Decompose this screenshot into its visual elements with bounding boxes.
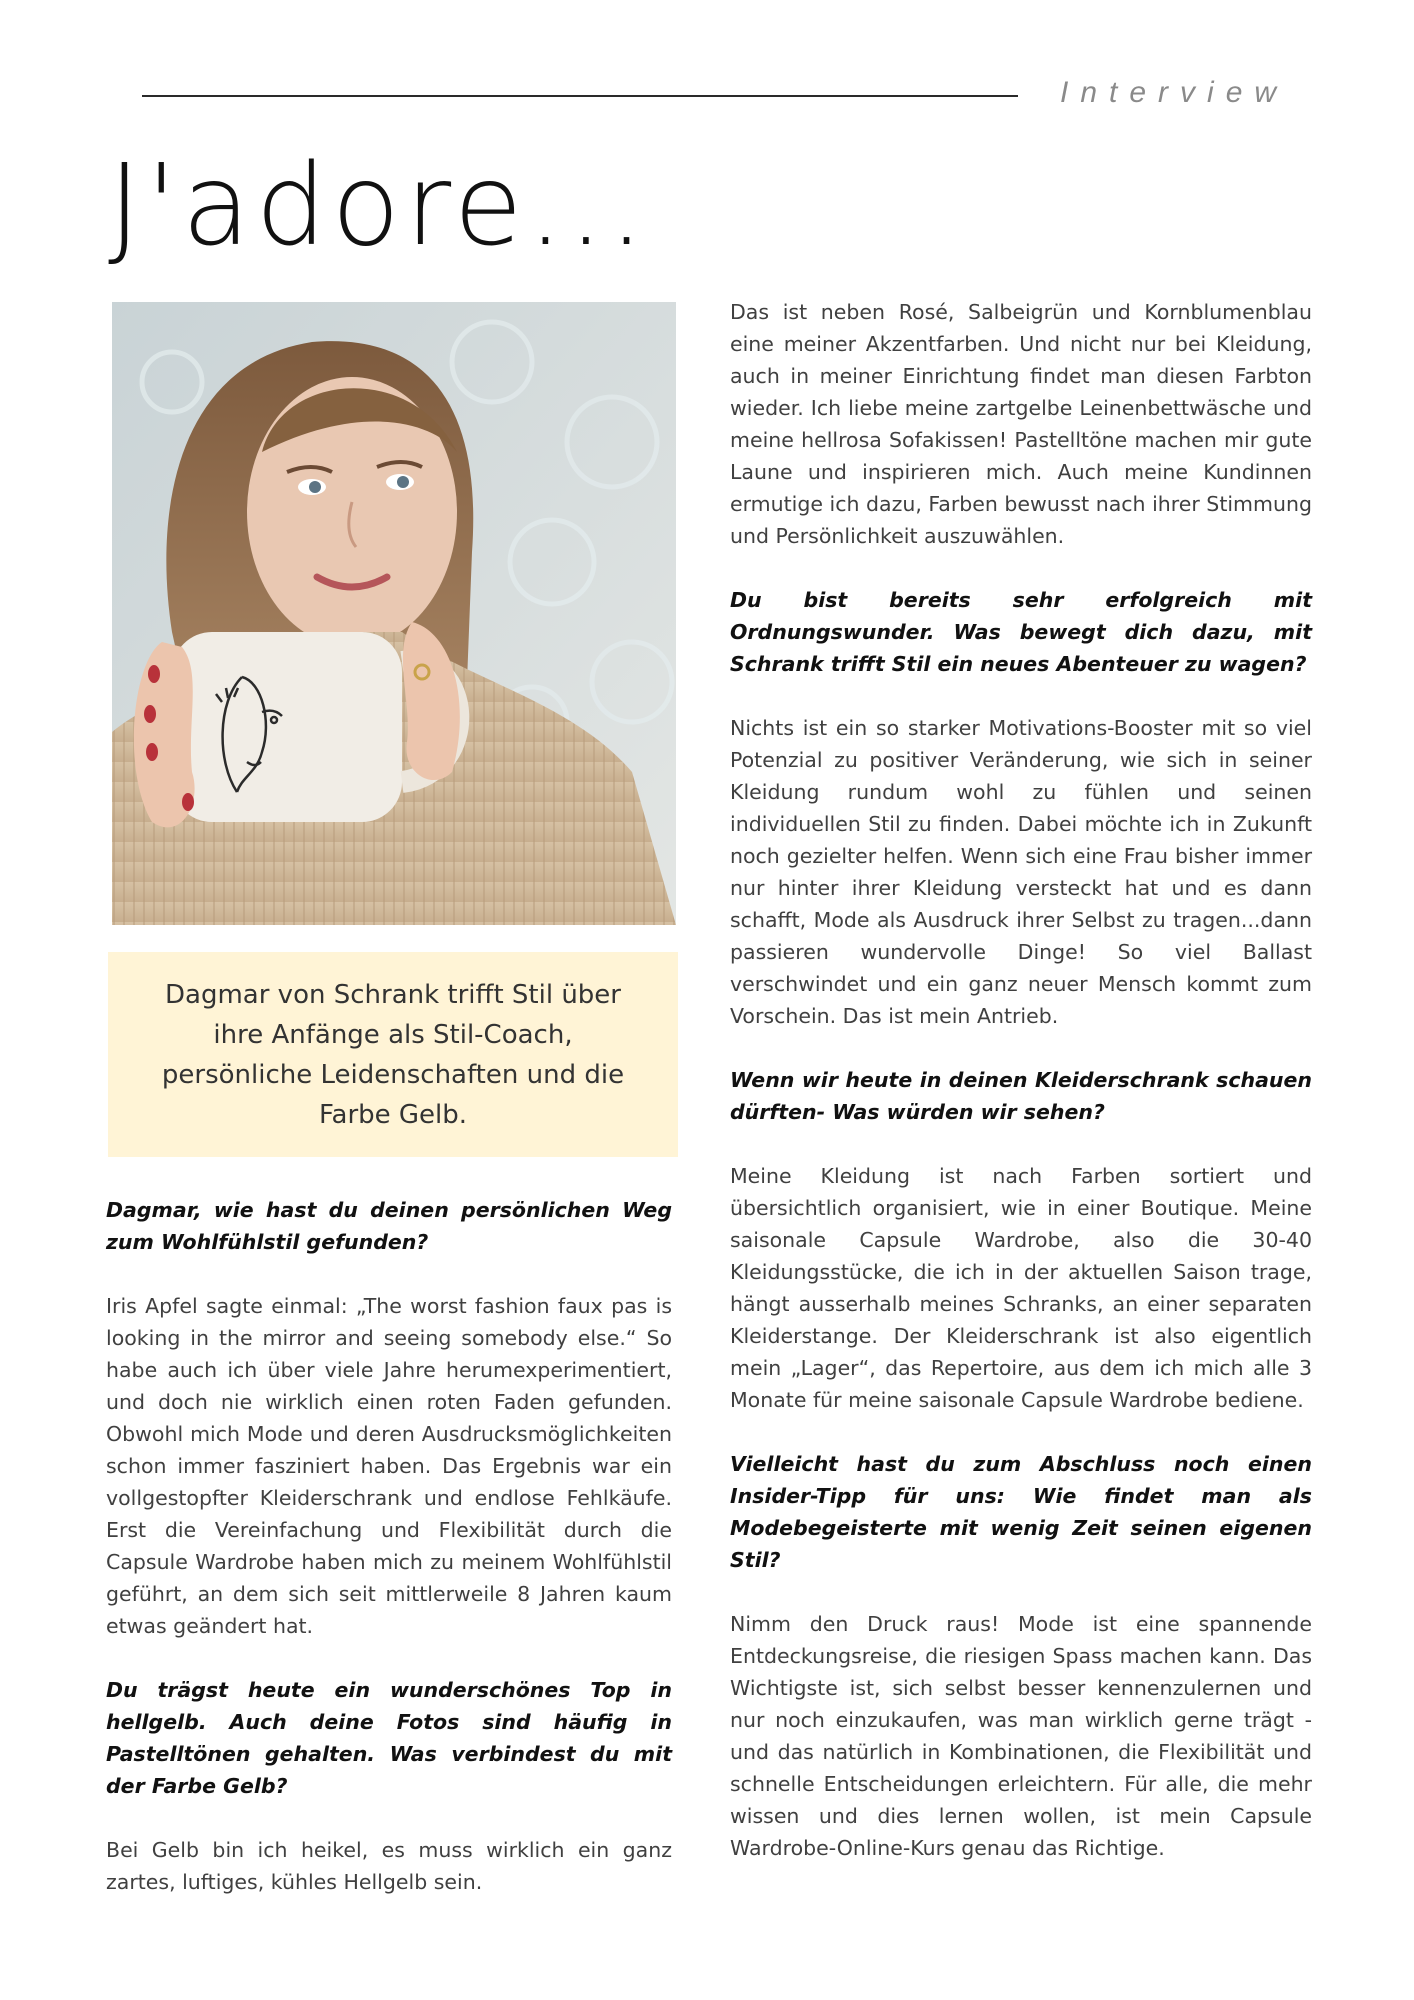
interview-answer: Iris Apfel sagte einmal: „The worst fashion faux pas is looking in the mirror and seeing somebody else.“ So habe auch ich über viele Jahre herumexperimentiert, und doch nie wirklich einen roten Faden gefunden. Obwohl mich Mode und deren Ausdrucksmöglichkeiten schon immer fasziniert haben. Das Ergebnis war ein vollgestopfter Kleiderschrank und endlose Fehlkäufe. Erst die Vereinfachung und Flexibilität durch die Capsule Wardrobe haben mich zu meinem Wohlfühlstil geführt, an dem sich seit mittlerweile 8 Jahren kaum etwas geändert hat. [106,1294,672,1638]
right-text-column [730,296,1312,1896]
portrait-photo [112,302,676,925]
interview-question: Vielleicht hast du zum Abschluss noch einen Insider-Tipp für uns: Wie findet man als Modebegeisterte mit wenig Zeit seinen eigenen Stil? [730,1452,1312,1572]
interview-question: Wenn wir heute in deinen Kleiderschrank schauen dürften- Was würden wir sehen? [730,1068,1312,1124]
interview-answer: Bei Gelb bin ich heikel, es muss wirklich ein ganz zartes, luftiges, kühles Hellgelb sein. [106,1838,672,1894]
section-label: Interview [1060,76,1289,109]
interview-question: Dagmar, wie hast du deinen persönlichen Weg zum Wohlfühlstil gefunden? [106,1198,672,1254]
interview-question: Du bist bereits sehr erfolgreich mit Ordnungswunder. Was bewegt dich dazu, mit Schrank trifft Stil ein neues Abenteuer zu wagen? [730,588,1312,676]
teaser-text: Dagmar von Schrank trifft Stil über ihre Anfänge als Stil-Coach, persönliche Leidenschaften und die Farbe Gelb. [161,979,625,1130]
interview-answer: Nichts ist ein so starker Motivations-Booster mit so viel Potenzial zu positiver Veränderung, wie sich in seiner Kleidung rundum wohl zu fühlen und seinen individuellen Stil zu finden. Dabei möchte ich in Zukunft noch gezielter helfen. Wenn sich eine Frau bisher immer nur hinter ihrer Kleidung versteckt hat und es dann schafft, Mode als Ausdruck ihrer Selbst zu tragen...dann passieren wundervolle Dinge! So viel Ballast verschwindet und ein ganz neuer Mensch kommt zum Vorschein. Das ist mein Antrieb. [730,716,1312,1028]
interview-answer: Das ist neben Rosé, Salbeigrün und Kornblumenblau eine meiner Akzentfarben. Und nicht nur bei Kleidung, auch in meiner Einrichtung findet man diesen Farbton wieder. Ich liebe meine zartgelbe Leinenbettwäsche und meine hellrosa Sofakissen! Pastelltöne machen mir gute Laune und inspirieren mich. Auch meine Kundinnen ermutige ich dazu, Farben bewusst nach ihrer Stimmung und Persönlichkeit auszuwählen. [730,300,1312,548]
page-title: J'adore... [108,141,650,271]
interview-question: Du trägst heute ein wunderschönes Top in hellgelb. Auch deine Fotos sind häufig in Pastelltönen gehalten. Was verbindest du mit der Farbe Gelb? [106,1678,672,1798]
interview-answer: Nimm den Druck raus! Mode ist eine spannende Entdeckungsreise, die riesigen Spass machen kann. Das Wichtigste ist, sich selbst besser kennenzulernen und nur noch einzukaufen, was man wirklich gerne trägt - und das natürlich in Kombinationen, die Flexibilität und schnelle Entscheidungen erleichtern. Für alle, die mehr wissen und dies lernen wollen, ist mein Capsule Wardrobe-Online-Kurs genau das Richtige. [730,1612,1312,1860]
header-divider-line [142,95,1018,97]
teaser-box [108,952,678,1157]
left-text-column [106,1194,672,1930]
interview-answer: Meine Kleidung ist nach Farben sortiert und übersichtlich organisiert, wie in einer Boutique. Meine saisonale Capsule Wardrobe, also die 30-40 Kleidungsstücke, die ich in der aktuellen Saison trage, hängt ausserhalb meines Schranks, an einer separaten Kleiderstange. Der Kleiderschrank ist also eigentlich mein „Lager“, das Repertoire, aus dem ich mich alle 3 Monate für meine saisonale Capsule Wardrobe bediene. [730,1164,1312,1412]
